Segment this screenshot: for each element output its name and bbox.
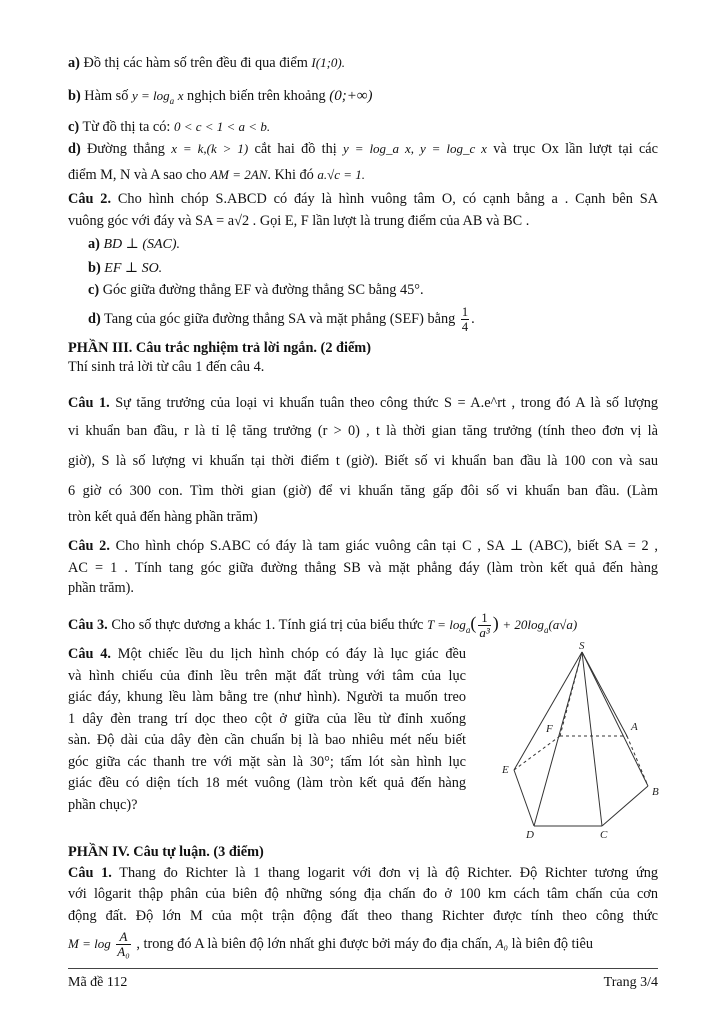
p3q1-l3 [68,451,658,471]
p3q3-expr-sub2: a [543,624,549,635]
cau2-l1: Cho hình chóp S.ABCD có đáy là hình vuông tâm O, có cạnh bằng a . Cạnh bên SA [117,191,658,207]
p3q1-l2-text: vi khuẩn ban đầu, r là tỉ lệ tăng trưởng (r > 0) , t là thời gian tăng trưởng (tính theo đơn vị là [68,423,658,439]
item-b-interval: (0;+∞) [329,88,373,104]
item-d-mid: cắt hai đồ thị [254,141,337,157]
footer-exam-code: Mã đề 112 [68,975,128,990]
p4q1-l4-post: , trong đó A là biên độ lớn nhất ghi được bởi máy đo địa chấn, [136,936,492,952]
cau2-line2 [68,211,529,231]
p3q4-l7: giác đều có diện tích 18 mét vuông (làm tròn kết quả đến hàng [68,775,466,791]
footer-page-number: Trang 3/4 [603,975,658,990]
item-d-l2-math2: a.√c = 1. [317,167,366,182]
p4q1-den: A₀ [117,944,130,960]
item-d-l2-pre: điểm M, N và A sao cho [68,167,207,183]
cau2-b [88,258,162,279]
cau2-line1 [68,189,658,209]
hexagonal-pyramid-figure [480,640,670,840]
p4q1-l4-sym: A₀ [495,936,509,951]
cau2-d-fraction [461,305,469,334]
p3q3-expr-pre: T = log [426,617,466,632]
item-b-math2: x [177,88,184,103]
p3q2-l3 [68,578,134,598]
cau2-l2: vuông góc với đáy và SA = a√2 . Gọi E, F lần lượt là trung điểm của AB và BC . [68,213,530,229]
cau2-title: Câu 2. [68,191,112,207]
p3q2-l1 [68,536,658,556]
p4q1-fraction [116,930,130,959]
item-c-label: c) [68,119,80,135]
p3q2-l1-text: Cho hình chóp S.ABC có đáy là tam giác vuông cân tại C , SA ⊥ (ABC), biết SA = 2 , [115,538,658,554]
p3q4-l3: giác đáy, khung lều làm bằng tre (như hình). Người ta muốn treo [68,689,466,705]
p4q1-l4-pre: M = log [68,936,111,951]
item-d-line2 [68,165,365,185]
p3q3-expr-post: + 20log [502,617,544,632]
p3q1-l5 [68,507,258,527]
item-d-pre: Đường thẳng [86,141,165,157]
p3q1-l1 [68,393,658,413]
cau2-d-end: . [471,311,475,327]
p4q1-l1 [68,863,658,883]
p3q1-l2 [68,421,658,441]
p4q1-title: Câu 1. [68,865,112,881]
p4q1-num: A [116,930,130,945]
vertex-label-b: B [652,786,659,798]
p3q4-l8: phần chục)? [68,796,138,813]
p4q1-l2 [68,884,658,904]
page-footer [68,968,658,990]
p3q4-l5: sàn. Độ dài của dây đèn cần chuẩn bị là bao nhiêu mét nếu biết [68,732,466,748]
p4q1-l4 [68,926,593,962]
item-c [68,117,270,137]
p3q2-title: Câu 2. [68,538,110,554]
p3q4-text [68,644,466,816]
p3q3-num: 1 [478,611,490,626]
vertex-label-d: D [526,829,534,840]
cau2-d-den: 4 [461,320,469,335]
vertex-label-c: C [600,829,608,840]
item-b-sub: a [169,95,175,106]
p3q1-l1-text: Sự tăng trưởng của loại vi khuẩn tuân theo công thức S = A.e^rt , trong đó A là số lượng [115,395,658,411]
p3q2-l3-text: phần trăm). [68,580,134,596]
p3q3-expr-post2: (a√a) [548,617,578,632]
part4-heading-text: PHẦN IV. Câu tự luận. (3 điểm) [68,844,264,860]
cau2-a [88,234,180,255]
p3q1-l4 [68,481,658,501]
p4q1-l4-end: là biên độ tiêu [511,936,593,952]
part3-heading [68,338,371,358]
p3q4-l6: góc giữa các thanh tre với mặt sàn là 30°; tấm lót sàn hình lục [68,753,466,770]
item-b [68,86,373,111]
item-d-label: d) [68,141,81,157]
item-a-label: a) [68,55,80,71]
p3q1-l4-text: 6 giờ có 300 con. Tìm thời gian (giờ) để vi khuẩn tăng gấp đôi số vi khuẩn ban đầu. (Làm [68,483,658,499]
p3q3-den: a³ [479,625,490,641]
p3q3-text: Cho số thực dương a khác 1. Tính giá trị của biểu thức [111,617,424,633]
item-d-l2-math: AM = 2AN [210,167,268,182]
cau2-c-label: c) [88,282,100,298]
item-d-math: x = k,(k > 1) [171,141,249,156]
p4q1-l2-text: với lôgarit thập phân của biên độ những sóng địa chấn đo ở 100 km cách tâm chấn của cơn [68,886,658,902]
item-b-pre: Hàm số [84,88,129,104]
p3q4-l1 [68,644,466,666]
p3q3-fraction [478,611,490,640]
part3-sub [68,357,264,377]
cau2-c-text: Góc giữa đường thẳng EF và đường thẳng SC bằng 45°. [102,282,424,298]
p4q1-l3 [68,906,658,926]
p3q2-l2 [68,558,658,578]
p3q1-l5-text: tròn kết quả đến hàng phần trăm) [68,509,258,525]
part3-heading-text: PHẦN III. Câu trắc nghiệm trả lời ngắn. (2 điểm) [68,340,371,356]
item-b-post: nghịch biến trên khoảng [187,88,326,104]
vertex-label-a: A [631,721,638,733]
p3q4-title: Câu 4. [68,646,111,662]
cau2-b-text: EF ⊥ SO. [104,261,163,276]
cau2-a-text: BD ⊥ (SAC). [103,237,181,252]
item-d-post: và trục Ox lần lượt tại các [493,141,658,157]
item-c-math: 0 < c < 1 < a < b. [173,119,271,134]
item-d-l2-mid: . Khi đó [267,167,314,183]
item-a [68,53,345,73]
part4-heading [68,842,264,862]
cau2-b-label: b) [88,260,101,276]
item-d-math2: y = log_a x, y = log_c x [343,141,487,156]
cau2-d-num: 1 [461,305,469,320]
p3q2-l2-text: AC = 1 . Tính tang góc giữa đường thẳng SB và mặt phẳng đáy (làm tròn kết quả đến hàng [68,560,658,576]
cau2-d [88,305,475,334]
p3q3-expr-sub: a [465,624,471,635]
vertex-label-f: F [546,723,553,735]
item-c-text: Từ đồ thị ta có: [82,119,171,135]
part3-sub-text: Thí sinh trả lời từ câu 1 đến câu 4. [68,359,265,375]
p3q3: Câu 3. Cho số thực dương a khác 1. Tính giá trị của biểu thức $T = \log_a$( $\frac{1}{\text{a³}}$ ) + $20\log_a(a√a)$ [68,611,578,641]
item-b-math: y = log [131,88,170,103]
item-a-math: I(1;0). [311,55,345,70]
p3q3-title: Câu 3. [68,617,108,633]
p3q1-title: Câu 1. [68,395,110,411]
vertex-label-e: E [502,764,509,776]
p3q4-l1-text: Một chiếc lều du lịch hình chóp có đáy là lục giác đều [117,646,466,662]
cau2-a-label: a) [88,236,100,252]
p4q1-l3-text: động đất. Độ lớn M của một trận động đất theo thang Richter được tính theo công thức [68,908,658,924]
cau2-c [88,280,424,300]
p3q4-l2: và hình chiếu của đỉnh lều trên mặt đất trùng với tâm của lục [68,667,466,684]
item-a-text: Đồ thị các hàm số trên đều đi qua điểm [83,55,308,71]
p3q4-l4: 1 dây đèn trang trí dọc theo cột ở giữa của lều từ đỉnh xuống [68,710,466,727]
item-b-label: b) [68,88,81,104]
cau2-d-label: d) [88,311,101,327]
p3q1-l3-text: giờ), S là số lượng vi khuẩn tại thời điểm t (giờ). Biết số vi khuẩn ban đầu là 100 con và sau [68,453,658,469]
p4q1-l1-text: Thang đo Richter là 1 thang logarit với đơn vị là độ Richter. Độ Richter tương ứng [119,865,658,881]
item-d-line1 [68,139,658,159]
cau2-d-text: Tang của góc giữa đường thẳng SA và mặt phẳng (SEF) bằng [104,311,456,327]
vertex-label-s: S [579,640,585,652]
